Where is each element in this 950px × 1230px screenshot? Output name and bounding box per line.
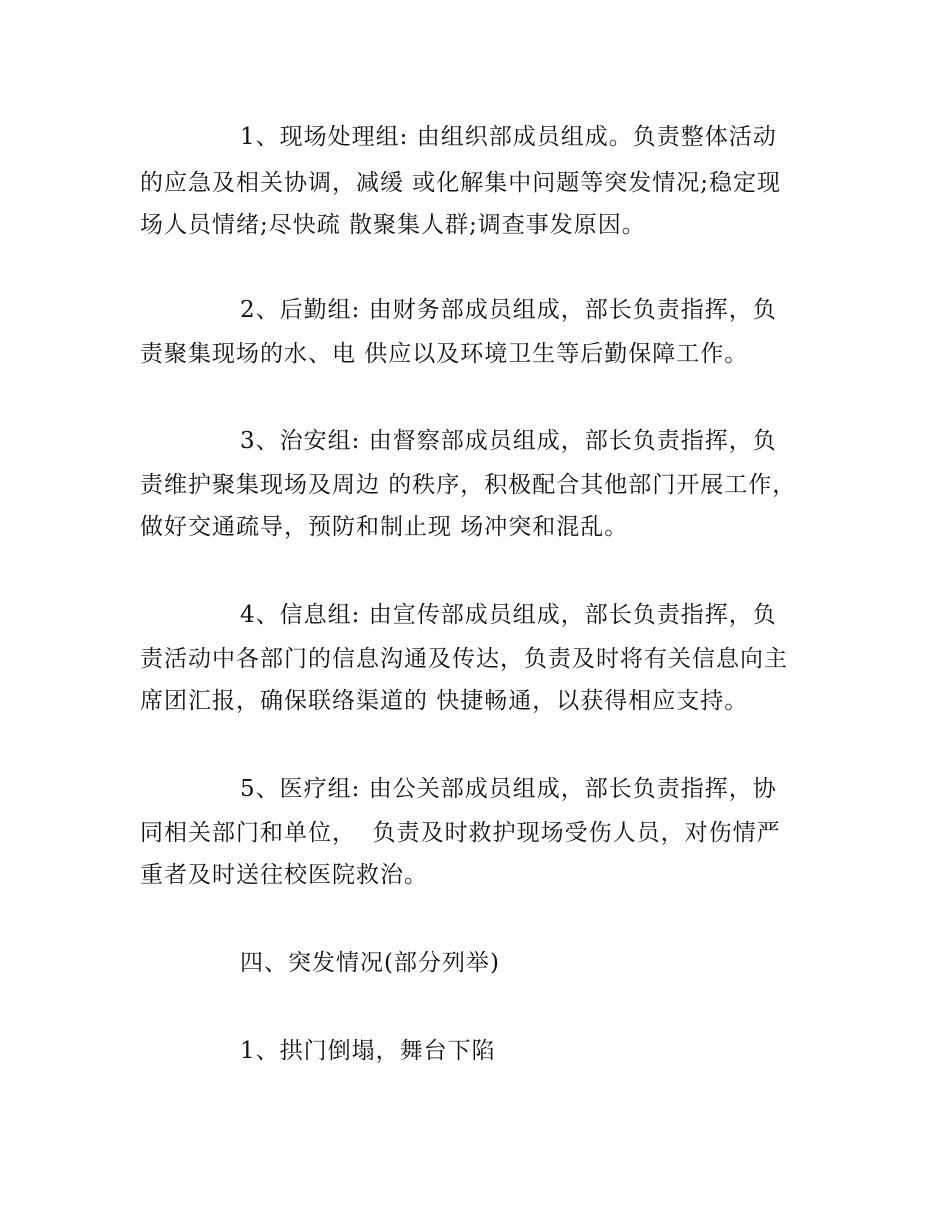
paragraph-3-line-1: 3、治安组: 由督察部成员组成，部长负责指挥，负 — [240, 428, 777, 454]
paragraph-5-line-1: 5、医疗组: 由公关部成员组成，部长负责指挥，协 — [240, 776, 777, 802]
paragraph-4-line-2: 责活动中各部门的信息沟通及传达，负责及时将有关信息向主 — [140, 646, 788, 672]
paragraph-5-line-2: 同相关部门和单位， 负责及时救护现场受伤人员，对伤情严 — [140, 820, 781, 846]
paragraph-5-line-3: 重者及时送往校医院救治。 — [140, 862, 428, 888]
paragraph-4-line-1: 4、信息组: 由宣传部成员组成，部长负责指挥，负 — [240, 602, 777, 628]
paragraph-3-line-3: 做好交通疏导，预防和制止现 场冲突和混乱。 — [140, 514, 629, 540]
paragraph-1-line-1: 1、现场处理组: 由组织部成员组成。负责整体活动 — [240, 124, 777, 150]
paragraph-2-line-1: 2、后勤组: 由财务部成员组成，部长负责指挥，负 — [240, 297, 777, 323]
paragraph-1-line-2: 的应急及相关协调，减缓 或化解集中问题等突发情况;稳定现 — [140, 170, 782, 196]
paragraph-3-line-2: 责维护聚集现场及周边 的秩序，积极配合其他部门开展工作， — [140, 472, 797, 498]
paragraph-1-line-3: 场人员情绪;尽快疏 散聚集人群;调查事发原因。 — [140, 212, 646, 238]
paragraph-2-line-2: 责聚集现场的水、电 供应以及环境卫生等后勤保障工作。 — [140, 341, 749, 367]
paragraph-4-line-3: 席团汇报，确保联络渠道的 快捷畅通，以获得相应支持。 — [140, 688, 749, 714]
list-item-1: 1、拱门倒塌，舞台下陷 — [240, 1038, 496, 1064]
section-heading: 四、突发情况(部分列举) — [240, 950, 500, 976]
